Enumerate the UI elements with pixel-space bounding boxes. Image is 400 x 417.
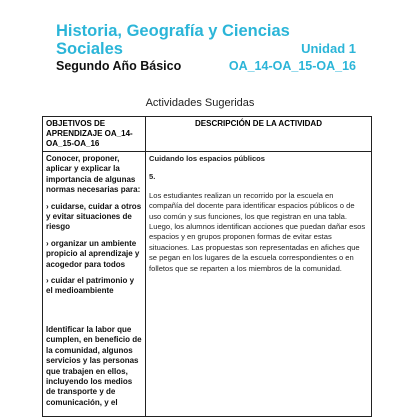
activity-number: 5.: [149, 172, 156, 182]
activity-description-cell: [146, 152, 372, 417]
subject-title-line-2: Sociales: [56, 40, 123, 58]
table-header-row: [43, 117, 372, 152]
table-row: [43, 152, 372, 417]
activity-text: Los estudiantes realizan un recorrido por la escuela en compañía del docente para identificar espacios públicos o de uso común y sus funciones, los que registran en una tabla. Luego, los alumnos identifican acciones que puedan dañar esos espacios y en grupos proponen formas de evitar estas situaciones. Las propuestas son representadas en afiches que se pegan en los lugares de la escuela correspondientes o en folletos que se reparten a los miembros de la comunidad.: [149, 190, 366, 273]
objective-item: Identificar la labor que cumplen, en beneficio de la comunidad, algunos servicios y las personas que trabajen en ellos, incluyendo los medios de transporte y de comunicación, y el: [46, 324, 142, 407]
title-row: [56, 40, 356, 58]
objectives-column-header: OBJETIVOS DE APRENDIZAJE OA_14-OA_15-OA_16: [43, 117, 146, 152]
objective-item: › cuidar el patrimonio y el medioambiente: [46, 276, 135, 296]
activities-table: [42, 116, 372, 417]
section-title: Actividades Sugeridas: [145, 97, 255, 109]
objective-intro: Conocer, proponer, aplicar y explicar la importancia de algunas normas necesarias para:: [46, 154, 141, 195]
objective-item: › organizar un ambiente propicio al aprendizaje y acogedor para todos: [46, 238, 140, 269]
unit-label: Unidad 1: [301, 41, 356, 56]
grade-label: Segundo Año Básico: [56, 59, 182, 73]
description-column-header: DESCRIPCIÓN DE LA ACTIVIDAD: [146, 117, 372, 152]
oa-codes-label: OA_14-OA_15-OA_16: [228, 59, 356, 73]
document-header: [56, 22, 356, 75]
activity-title: Cuidando los espacios públicos: [149, 154, 266, 163]
objectives-cell: [43, 152, 146, 417]
subtitle-row: [56, 59, 356, 75]
objective-item: › cuidarse, cuidar a otros y evitar situaciones de riesgo: [46, 201, 142, 232]
subject-title-line-1: Historia, Geografía y Ciencias: [56, 22, 290, 40]
